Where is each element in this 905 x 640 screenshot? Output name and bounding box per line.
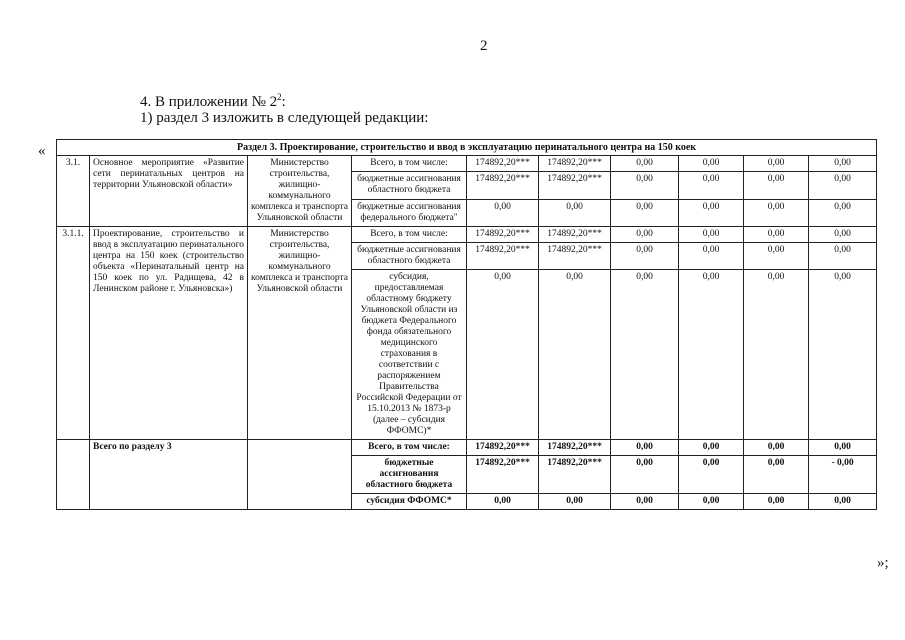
funding-source: Всего, в том числе: [352, 227, 467, 243]
row-number: 3.1. [57, 156, 90, 227]
section-header-row [57, 140, 877, 156]
row-number-empty [57, 440, 90, 510]
amount-total: 0,00 [467, 494, 539, 510]
activity-name: Проектирование, строительство и ввод в эксплуатацию перинатального центра на 150 коек (строительство объекта «Перинатальный центр на 150 коек по ул. Радищева, 42 в Ленинском районе г. Ульяновска») [90, 227, 248, 440]
amount-year-2: 0,00 [611, 270, 679, 440]
funding-source: бюджетные ассигнования областного бюджета [352, 456, 467, 494]
amount-year-5: 0,00 [809, 494, 877, 510]
amount-year-3: 0,00 [679, 243, 744, 270]
amount-year-5: - 0,00 [809, 456, 877, 494]
amount-year-1: 174892,20*** [539, 227, 611, 243]
amount-year-5: 0,00 [809, 227, 877, 243]
amount-year-2: 0,00 [611, 494, 679, 510]
amount-total: 0,00 [467, 270, 539, 440]
amount-year-5: 0,00 [809, 243, 877, 270]
amount-total: 174892,20*** [467, 156, 539, 172]
section-header: Раздел 3. Проектирование, строительство и ввод в эксплуатацию перинатального центра на 150 коек [57, 140, 877, 156]
amount-year-4: 0,00 [744, 456, 809, 494]
amount-total: 0,00 [467, 199, 539, 226]
executor: Министерство строительства, жилищно-коммунального комплекса и транспорта Ульяновской области [248, 227, 352, 440]
program-table [56, 139, 877, 510]
amount-year-3: 0,00 [679, 494, 744, 510]
amount-year-5: 0,00 [809, 172, 877, 199]
amount-year-3: 0,00 [679, 156, 744, 172]
amount-year-5: 0,00 [809, 156, 877, 172]
table-row [57, 156, 877, 172]
amount-year-3: 0,00 [679, 227, 744, 243]
funding-source: Всего, в том числе: [352, 440, 467, 456]
amount-year-4: 0,00 [744, 494, 809, 510]
amount-year-4: 0,00 [744, 156, 809, 172]
amount-year-2: 0,00 [611, 456, 679, 494]
amount-year-4: 0,00 [744, 270, 809, 440]
amount-year-3: 0,00 [679, 270, 744, 440]
amount-year-5: 0,00 [809, 440, 877, 456]
amount-year-1: 174892,20*** [539, 156, 611, 172]
amendment-point-text: 4. В приложении № 2 [140, 94, 278, 110]
activity-name: Основное мероприятие «Развитие сети перинатальных центров на территории Ульяновской области» [90, 156, 248, 227]
funding-source: Всего, в том числе: [352, 156, 467, 172]
amount-year-1: 174892,20*** [539, 440, 611, 456]
funding-source: бюджетные ассигнования областного бюджета [352, 243, 467, 270]
amount-total: 174892,20*** [467, 172, 539, 199]
row-number: 3.1.1. [57, 227, 90, 440]
amount-year-2: 0,00 [611, 172, 679, 199]
amount-year-5: 0,00 [809, 270, 877, 440]
amendment-point [140, 92, 286, 111]
amount-year-2: 0,00 [611, 440, 679, 456]
amount-year-4: 0,00 [744, 227, 809, 243]
closing-quote: »; [877, 555, 889, 571]
amount-year-1: 0,00 [539, 494, 611, 510]
amount-year-4: 0,00 [744, 199, 809, 226]
opening-quote: « [38, 143, 46, 159]
amount-year-4: 0,00 [744, 172, 809, 199]
amount-year-1: 0,00 [539, 270, 611, 440]
amount-year-1: 174892,20*** [539, 172, 611, 199]
amendment-point-superscript: 2 [277, 92, 282, 102]
amount-year-2: 0,00 [611, 156, 679, 172]
amount-total: 174892,20*** [467, 440, 539, 456]
amount-year-4: 0,00 [744, 440, 809, 456]
amount-year-1: 174892,20*** [539, 456, 611, 494]
amount-total: 174892,20*** [467, 456, 539, 494]
amendment-point-colon: : [281, 94, 286, 110]
table-row [57, 227, 877, 243]
amount-year-5: 0,00 [809, 199, 877, 226]
amount-year-1: 0,00 [539, 199, 611, 226]
executor: Министерство строительства, жилищно-коммунального комплекса и транспорта Ульяновской области [248, 156, 352, 227]
funding-source: бюджетные ассигнования областного бюджета [352, 172, 467, 199]
total-row [57, 440, 877, 456]
amount-year-2: 0,00 [611, 227, 679, 243]
amount-total: 174892,20*** [467, 243, 539, 270]
amount-total: 174892,20*** [467, 227, 539, 243]
executor-empty [248, 440, 352, 510]
total-name: Всего по разделу 3 [90, 440, 248, 510]
funding-source: бюджетные ассигнования федерального бюджета" [352, 199, 467, 226]
amount-year-3: 0,00 [679, 172, 744, 199]
amount-year-2: 0,00 [611, 243, 679, 270]
amendment-subpoint: 1) раздел 3 изложить в следующей редакции: [140, 110, 429, 126]
amount-year-2: 0,00 [611, 199, 679, 226]
page-number: 2 [480, 38, 488, 54]
funding-source: субсидия ФФОМС* [352, 494, 467, 510]
funding-source: субсидия, предоставляемая областному бюджету Ульяновской области из бюджета Федерального фонда обязательного медицинского страхования в соответствии с распоряжением Правительства Российской Федерации от 15.10.2013 № 1873-р (далее – субсидия ФФОМС)* [352, 270, 467, 440]
amount-year-1: 174892,20*** [539, 243, 611, 270]
amount-year-4: 0,00 [744, 243, 809, 270]
amount-year-3: 0,00 [679, 456, 744, 494]
amount-year-3: 0,00 [679, 199, 744, 226]
amount-year-3: 0,00 [679, 440, 744, 456]
